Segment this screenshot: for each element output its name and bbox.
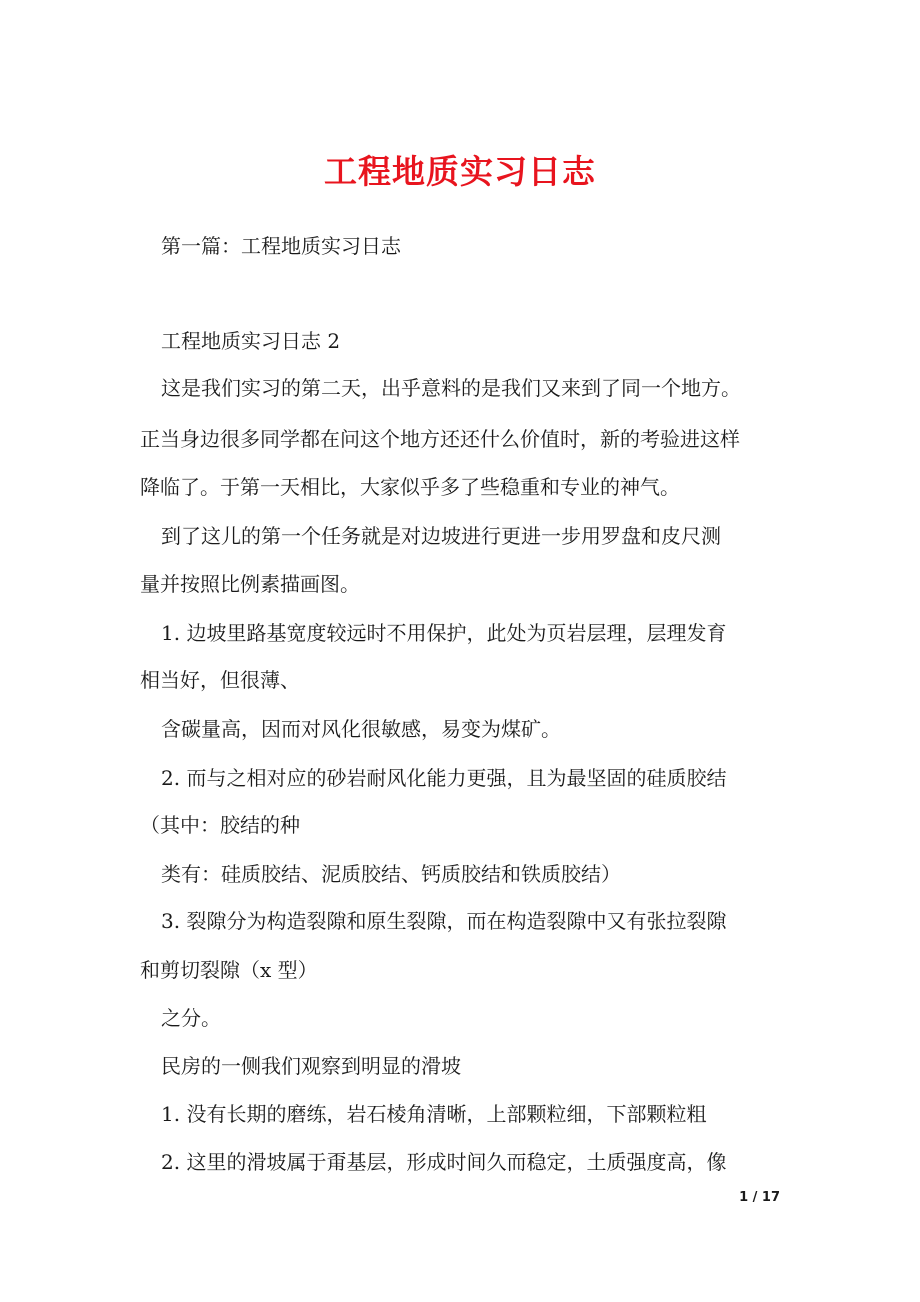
section-heading: 第一篇：工程地质实习日志: [161, 234, 401, 258]
list-item-line: 1. 边坡里路基宽度较远时不用保护，此处为页岩层理，层理发育: [161, 621, 727, 645]
paragraph-line: 到了这儿的第一个任务就是对边坡进行更进一步用罗盘和皮尺测: [161, 524, 721, 548]
paragraph-line: 这是我们实习的第二天，出乎意料的是我们又来到了同一个地方。: [161, 376, 741, 400]
subsection-heading: 工程地质实习日志 2: [161, 329, 341, 353]
list-item-line: 类有：硅质胶结、泥质胶结、钙质胶结和铁质胶结）: [161, 862, 621, 886]
paragraph-line: 量并按照比例素描画图。: [140, 572, 360, 596]
paragraph-line: 民房的一侧我们观察到明显的滑坡: [161, 1054, 461, 1078]
paragraph-line: 正当身边很多同学都在问这个地方还还什么价值时，新的考验进这样: [140, 427, 740, 451]
list-item-line: 2. 这里的滑坡属于甭基层，形成时间久而稳定，土质强度高，像: [161, 1150, 727, 1174]
list-item-line: 1. 没有长期的磨练，岩石棱角清晰，上部颗粒细，下部颗粒粗: [161, 1102, 707, 1126]
page-number: 1 / 17: [739, 1190, 780, 1205]
list-item-line: 含碳量高，因而对风化很敏感，易变为煤矿。: [161, 717, 561, 741]
list-item-line: 相当好，但很薄、: [140, 668, 300, 692]
paragraph-line: 降临了。于第一天相比，大家似乎多了些稳重和专业的神气。: [140, 475, 680, 499]
list-item-line: （其中：胶结的种: [140, 813, 300, 837]
list-item-line: 和剪切裂隙（x 型）: [140, 958, 318, 982]
list-item-line: 2. 而与之相对应的砂岩耐风化能力更强，且为最坚固的硅质胶结: [161, 766, 727, 790]
document-title: 工程地质实习日志: [324, 152, 596, 191]
list-item-line: 之分。: [161, 1006, 221, 1030]
list-item-line: 3. 裂隙分为构造裂隙和原生裂隙，而在构造裂隙中又有张拉裂隙: [161, 909, 727, 933]
